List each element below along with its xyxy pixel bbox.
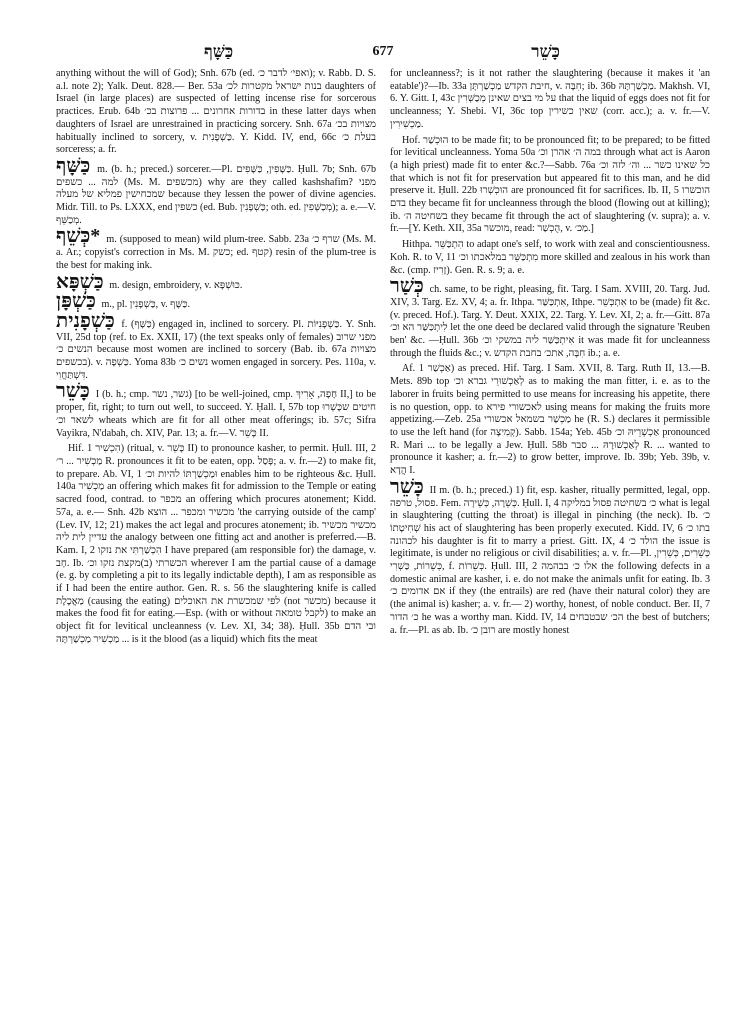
- entry-text: ch. same, to be right, pleasing, fit. Targ. I Sam. XVIII, 20. Targ. Jud. XIV, 3. Targ. Ez. XV, 4; a. fr. Ithpa. אִתְכַּשַּׁר, Ithpe. אִתְכְּשֵׁר to be (made) fit &c. (v. preced. Hof.). Targ. Y. Deut. XXIX, 22. Targ. Y. Lev. XI, 2; a. fr.—Gitt. 87a לִיתְכַּשַּׁר הא וכ׳ let the one deed be declared valid through the signature 'Reuben ben' &c. —Ḥull. 36b אִיתְכַּשַּׁר ליה במשקי וכ׳ it was made fit for uncleanness through the fluids &c.; v. חִבָּה, אתכ׳ בחבת הקדש ib.; a. e.: [390, 284, 710, 359]
- dictionary-entry: [390, 135, 710, 237]
- dictionary-entry: [390, 239, 710, 277]
- dictionary-entry: [56, 225, 376, 272]
- dictionary-entry: [56, 380, 376, 440]
- running-head-left: כַּשָּׁף: [204, 42, 234, 61]
- dictionary-entry: [390, 363, 710, 477]
- dictionary-entry: [56, 270, 376, 293]
- entry-text: m. design, embroidery, v. כּוּשְׁפָּא.: [109, 279, 243, 291]
- entry-text: m., pl. כַּשְׁפָנִין, v. כַּשָּׁף.: [101, 299, 190, 311]
- entry-text: for uncleanness?; is it not rather the slaughtering (because it makes it 'an eatable')?—Ib. 33a חיבת הקדש מַכְשַׁרְתָּן, v. חִבָּה; ib. 36b מַכְשַׁרְתָּהּ. Makhsh. VI, 6. Y. Gitt. I, 43c על מי בצים שאינן מְכַשְּׁרִין that the liquid of eggs does not fit for uncleanness; Y. Shebi. VI, 36c top שאין כשירין (corr. acc.); a. v. fr.—V. מַכְשִׁירִין.: [390, 68, 710, 130]
- entry-text: anything without the will of God); Snh. 67b (ed. ואפי׳ לדבר כ׳); v. Rabb. D. S. a.l. note 2); Yalk. Deut. 828.— Ber. 53a בנות ישראל מקטרות לכ׳ daughters of Israel (in large places) are suspected of letting incense rise for sorcerous practices. Erub. 64b בדורות אחרונים ... פרוצות בכ׳ in these latter days when daughters of Israel are unrestrained in practicing sorcery. Snh. 67a מצויות בכ׳ habitually inclined to sorcery, v. כַּשְׁפָנִית. Y. Kidd. IV, end, 66c בעלת כ׳ sorceress; a. fr.: [56, 68, 376, 156]
- dictionary-entry: [56, 309, 376, 383]
- running-head-right: כָּשֵׁר: [531, 42, 560, 61]
- dictionary-entry: [390, 275, 710, 360]
- dictionary-entry: [56, 68, 376, 157]
- entry-headword: כְּשַׁר: [390, 275, 424, 298]
- entry-text: II m. (b. h.; preced.) 1) fit, esp. kasher, ritually permitted, legal, opp. פסול, טרפה. Fem. כְּשֵׁרָה, כְּשֵׁירָה. Ḥull. I, 4 כ׳ בשחיטה פסול במליקה what is legal in slaughtering (cutting the throat) is illegal in pinching (the neck). Ib. כ׳ שְׁחִיטָתוֹ his act of slaughtering has been properly executed. Kidd. IV, 6 בתו כ׳ לכהונה his daughter is fit to marry a priest. Gitt. IX, 4 הולד כ׳ the issue is legitimate, is under no religious or civil disabilities; a. v. fr.—Pl. כְּשֵׁרִים, כְּשֵׁרִין, כְּשֵׁרוֹת, כַּשְׁרִי, f. כְּשֵׁרוֹת. Ḥull. III, 2 אלו כ׳ בבהמה the following defects in a domestic animal are kasher, i. e. do not make the animals unfit for eating. Ib. 3 אם אדומים כ׳ if they (the entrails) are red (have their natural color) they are (the animal is) kasher; a. v. fr.— 2) worthy, honest, of noble conduct. Ber. II, 7 כ׳ הדור he was a worthy man. Kidd. IV, 14 הכ׳ שבטבחים the best of butchers; a. fr.—Pl. as ab. Ib. רובן כ׳ are mostly honest: [390, 484, 710, 636]
- entry-headword: כָּשֵׁר: [56, 380, 90, 403]
- dictionary-entry: [390, 475, 710, 637]
- entry-text: Hif. הִכְשִׁיר 1) (ritual, v. כָּשֵׁר II) to pronounce kasher, to permit. Ḥull. III, 2 מַכְשִׁיר ... ר׳ R. pronounces it fit to be eaten, opp. פָּסַל; a. v. fr.—2) to make fit, to prepare. Ab. VI, 1 וּמַכְשַׁרְתּוֹ להיות וכ׳ enables him to be righteous &c. Ḥull. 140a מַכְשִׁיר an offering which makes fit for admission to the Temple or eating sacred food, contrad. to מכפר an offering which procures atonement; Kidd. 57a, a. e.— Snh. 42b מכשיר ומכפר ... הוצא 'the carrying outside of the camp' (Lev. IV, 12; 21) makes the act legal and procures atonement; ib. מכשיר מכשיר עדיין לית ליה the analogy between one fitting act and another is preferred.—B. Kam. I, 2 הִכְשַׁרְתִּי את נזקו I have prepared (am responsible for) the damage, v. חָב. Ib. הכשרתי (ב)מקצת נזקו וכ׳ wherever I am the partial cause of a damage (e. g. by completing a pit to its legally indictable depth), I am as responsible as if I had been the entire author. Gen. R. s. 56 the slaughtering knife is called מַאֲכֶלֶת (causing the eating) לפי שמכשרת את האוכלים (not מכשר) because it makes the food fit for eating.—Esp. (with or without לקבל טומאה) to make an object fit for levitical uncleanness (v. Lev. XI, 34; 38). Ḥull. 35b ובי הדם מַכְשִׁיר מַכְשַׁרְתָּה ... is it the blood (as a liquid) which fits the meat: [56, 443, 376, 645]
- text-columns: [56, 68, 710, 988]
- left-column: [56, 68, 376, 988]
- dictionary-entry: [56, 154, 376, 228]
- entry-text: Af. אַכְשַׁר 1) as preced. Hif. Targ. I Sam. XVII, 8. Targ. Ruth II, 13.—B. Mets. 89b top לְאַכְשׁוּרֵי גברא וכ׳ as to making the man fitter, i. e. as to the laborer in fruits being permitted to use means for increasing his appetite, there is no question, opp. to לאכשורי פירא using means for making the fruits more appetizing.—Zeb. 25a מַכְשַׁר בשמאל אכשורי he (R. S.) declares it permissible to use the left hand (for קְמִיצָה). Sabb. 154a; Yeb. 45b אַכְשְׁרֵיהּ וכ׳ pronounced R. Mari ... to be legally a Jew. Ḥull. 58b לְאַכְשׁוּרָהּ ... סבר R. ... wanted to pronounce it kasher; a. fr.—2) to grow better, improve. Ib. 39b; Yeb. 39b, v. הֲדָא I.: [390, 363, 710, 477]
- entry-text: Hof. הוּכְשַׁר to be made fit; to be pronounced fit; to be prepared; to be fitted for levitical uncleanness. Yoma 50a במה ה׳ אהרן וכ׳ through what act is Aaron (a high priest) made fit to enter &c.?—Sabb. 76a כל שאינו כשר ... וה׳ לזה וכ׳ that which is not fit for preservation but appeared fit to this man, and he did preserve it. Ḥull. 22b הוּכְשְׁרוּ are pronounced fit for sacrifices. Ib. II, 5 הוכשרו בדם they became fit for uncleanness through the blood (flowing out at killing); ib. בשחיטה ה׳ they became fit through the act of slaughtering (v. supra); a. v. fr.—[Y. Keth. XII, 35a מוכשר, read: הֻכְשַׁר, v. מַכ׳.]: [390, 134, 710, 235]
- right-column: [390, 68, 710, 988]
- entry-text: f. (כַּשָּׁף) engaged in, inclined to sorcery. Pl. כַּשְׁפָנִיּוֹת. Y. Snh. VII, 25d top (ref. to Ex. XXII, 17) (the text speaks only of females) מפני שרוב הנשים כ׳ because most women are inclined to sorcery (Bab. ib. 67a מצויות בכשפים). v. כַּשְׁפָה. Yoma 83b נשים כ׳ women engaged in sorcery. Pes. 110a, v. דִּשְׁתַּחֲוִי.: [56, 318, 376, 381]
- entry-headword: *כְּשֵׁף: [56, 225, 101, 248]
- entry-headword: כַּשְׁפָּן: [56, 290, 96, 313]
- page-header: [56, 0, 710, 68]
- entry-headword: כַּשְׁפָּא: [56, 270, 104, 293]
- entry-text: I (b. h.; cmp. גשר, נשר) [to be well-joined, cmp. חָפָה, אָרִיךְ II,] to be proper, fit, right; to turn out well, to succeed. Y. Ḥall. I, 57b top חיטים שכָּשְׁרוּ לשאר וכ׳ wheats which are fit for all other meat offerings; ib. 57c; Sifra Vayikra, N'dabah, ch. XIV, Par. 13; a. fr.—V. כָּשֵׁר II.: [56, 389, 376, 439]
- page-number: 677: [372, 44, 394, 59]
- dictionary-entry: [390, 68, 710, 132]
- entry-headword: כָּשֵׁר: [390, 475, 424, 498]
- entry-text: m. (supposed to mean) wild plum-tree. Sabb. 23a שרף כ׳ (Ms. M. a. Ar.; copyist's correction in Ms. M. כשק; ed. קטף) resin of the plum-tree is the best for making ink.: [56, 234, 376, 271]
- dictionary-entry: [56, 443, 376, 646]
- entry-headword: כַּשָּׁף: [56, 154, 91, 177]
- entry-text: m. (b. h.; preced.) sorcerer.—Pl. כַּשָּׁפִין, כַּשָּׁפִים. Ḥull. 7b; Snh. 67b למה ... כשפים (Ms. M. מכשפים) why are they called kashshafim? מפני שמכחישין פמליא של מעלה because they lessen the power of divine agencies. Midr. Till. to Ps. LXXX, end כשפין (ed. Bub. כַּשְׁפָנִין; oth. ed. מְכַשְּׁפִין); a. e.—V. מְכַשֵּׁף.: [56, 163, 376, 226]
- entry-text: Hithpa. הִתְכַּשֵּׁר to adapt one's self, to work with zeal and conscientiousness. Koh. R. to V, 11 מִתְכַּשֵּׁר במלאכתו וכ׳ more skilled and zealous in his work than &c. (cmp. זָרִיז). Gen. R. s. 9; a. e.: [390, 239, 710, 276]
- entry-headword: כַּשְׁפָנִית: [56, 309, 115, 332]
